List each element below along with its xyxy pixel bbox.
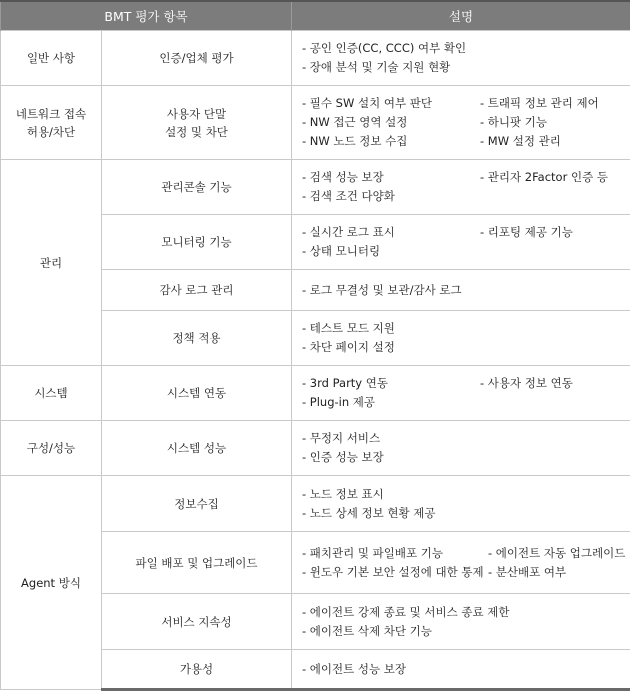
description-cell xyxy=(292,215,630,270)
item-cell: 인증/업체 평가 xyxy=(102,31,292,86)
description-line: - 검색 성능 보장 xyxy=(302,168,480,187)
item-cell: 모니터링 기능 xyxy=(102,215,292,270)
description-line: - 공인 인증(CC, CCC) 여부 확인 xyxy=(302,39,620,58)
description-line: - Plug-in 제공 xyxy=(302,393,480,412)
description-line: - 검색 조건 다양화 xyxy=(302,187,480,206)
description-line: - MW 설정 관리 xyxy=(480,132,620,151)
table-row xyxy=(1,476,630,532)
description-cell xyxy=(292,532,630,594)
table-row xyxy=(1,366,630,421)
description-line: - 트래픽 정보 관리 제어 xyxy=(480,94,620,113)
description-cell xyxy=(292,160,630,215)
description-line: - 에이전트 자동 업그레이드 xyxy=(488,544,625,563)
description-line: - 하니팟 기능 xyxy=(480,113,620,132)
category-cell: 일반 사항 xyxy=(1,31,102,86)
description-line: - 실시간 로그 표시 xyxy=(302,223,480,242)
description-line: - 테스트 모드 지원 xyxy=(302,319,620,338)
description-line: - 상태 모니터링 xyxy=(302,242,480,261)
item-cell: 시스템 성능 xyxy=(102,421,292,476)
table-row xyxy=(1,86,630,160)
description-cell xyxy=(292,476,630,532)
description-line: - 리포팅 제공 기능 xyxy=(480,223,620,242)
description-line: - 장애 분석 및 기술 지원 현황 xyxy=(302,58,620,77)
description-line: - 에이전트 삭제 차단 기능 xyxy=(302,622,620,641)
item-cell: 서비스 지속성 xyxy=(102,594,292,650)
item-cell: 관리콘솔 기능 xyxy=(102,160,292,215)
description-cell xyxy=(292,421,630,476)
item-cell: 감사 로그 관리 xyxy=(102,270,292,311)
description-line: - 에이전트 성능 보장 xyxy=(302,660,620,679)
item-cell: 가용성 xyxy=(102,650,292,690)
category-cell: 관리 xyxy=(1,160,102,366)
description-line: - 사용자 정보 연동 xyxy=(480,374,620,393)
description-line: - 분산배포 여부 xyxy=(488,563,625,582)
table-row xyxy=(1,421,630,476)
description-line: - 인증 성능 보장 xyxy=(302,448,620,467)
description-cell xyxy=(292,650,630,690)
description-cell xyxy=(292,311,630,366)
description-line: - NW 접근 영역 설정 xyxy=(302,113,480,132)
item-cell: 파일 배포 및 업그레이드 xyxy=(102,532,292,594)
table-row xyxy=(1,31,630,86)
description-line: - 패치관리 및 파일배포 기능 xyxy=(302,544,488,563)
header-bmt-items: BMT 평가 항목 xyxy=(1,1,292,31)
description-cell xyxy=(292,270,630,311)
table-header-row xyxy=(1,1,630,31)
item-cell: 정보수집 xyxy=(102,476,292,532)
description-line: - 윈도우 기본 보안 설정에 대한 통제 xyxy=(302,563,488,582)
description-cell xyxy=(292,366,630,421)
description-line: - 3rd Party 연동 xyxy=(302,374,480,393)
category-cell: 네트워크 접속 허용/차단 xyxy=(1,86,102,160)
category-cell: 구성/성능 xyxy=(1,421,102,476)
description-line: - 관리자 2Factor 인증 등 xyxy=(480,168,620,187)
description-line: - 무정지 서비스 xyxy=(302,429,620,448)
description-line: - 차단 페이지 설정 xyxy=(302,338,620,357)
description-line: - 노드 상세 정보 현황 제공 xyxy=(302,504,620,523)
description-line: - 노드 정보 표시 xyxy=(302,485,620,504)
item-cell: 사용자 단말 설정 및 차단 xyxy=(102,86,292,160)
table-row xyxy=(1,160,630,215)
description-line: - 로그 무결성 및 보관/감사 로그 xyxy=(302,281,620,300)
category-cell: 시스템 xyxy=(1,366,102,421)
item-cell: 시스템 연동 xyxy=(102,366,292,421)
description-cell xyxy=(292,86,630,160)
description-line: - NW 노드 정보 수집 xyxy=(302,132,480,151)
description-cell xyxy=(292,594,630,650)
description-line: - 필수 SW 설치 여부 판단 xyxy=(302,94,480,113)
header-description: 설명 xyxy=(292,1,630,31)
item-cell: 정책 적용 xyxy=(102,311,292,366)
description-line: - 에이전트 강제 종료 및 서비스 종료 제한 xyxy=(302,603,620,622)
description-cell xyxy=(292,31,630,86)
category-cell: Agent 방식 xyxy=(1,476,102,690)
